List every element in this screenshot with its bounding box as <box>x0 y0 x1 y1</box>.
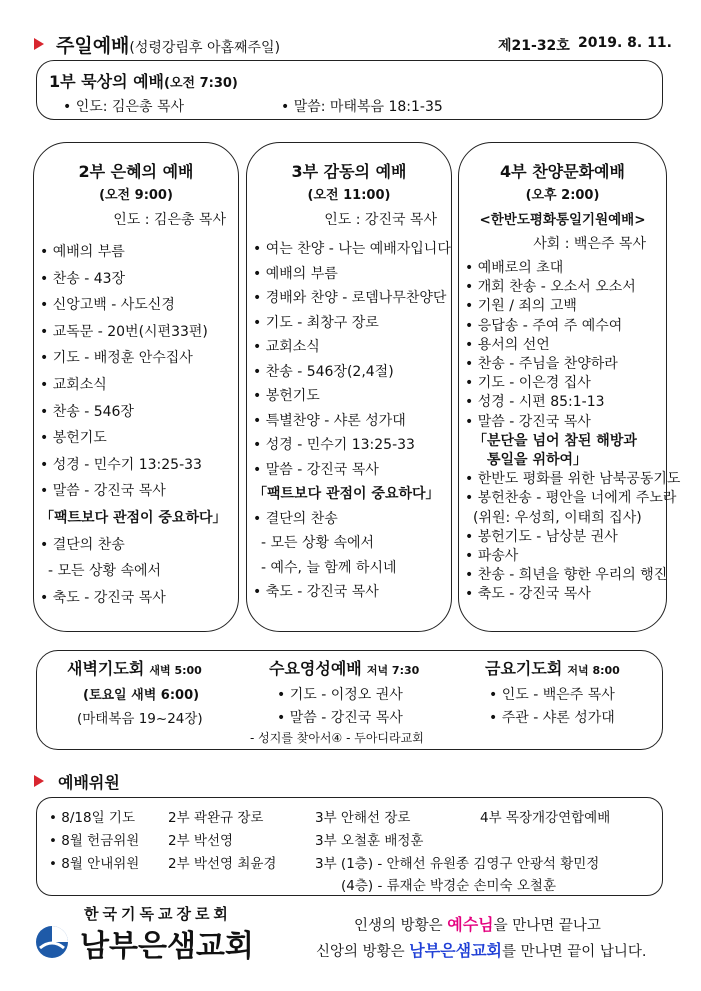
order-item: • 찬송 - 546장(2,4절) <box>253 363 394 380</box>
order-item: • 찬송 - 주님을 찬양하라 <box>465 356 618 373</box>
order-item: • 신앙고백 - 사도신경 <box>40 297 175 314</box>
service4-time: (오후 2:00) <box>525 188 600 203</box>
committee-box <box>36 797 663 896</box>
issue-number: 제21-32호 <box>498 38 570 54</box>
service2-time: (오전 9:00) <box>99 188 173 203</box>
committee-row-prayer-label: • 8/18일 기도 <box>49 810 135 826</box>
wednesday-sermon: • 말씀 - 강진국 목사 <box>277 710 403 726</box>
service2-title: 2부 은혜의 예배 <box>78 162 194 181</box>
service3-box <box>246 142 452 632</box>
motto-line-2: 신앙의 방황은 남부은샘교회를 만나면 끝이 납니다. <box>316 941 647 960</box>
order-item: • 축도 - 강진국 목사 <box>253 584 379 600</box>
denomination-name: 한국기독교장로회 <box>84 905 232 923</box>
service4-leader: 사회 : 백은주 목사 <box>533 236 646 252</box>
committee-row-prayer-2: 2부 곽완규 장로 <box>168 810 264 826</box>
motto-highlight-jesus: 예수님 <box>447 915 494 934</box>
committee-row-prayer-3: 3부 안해선 장로 <box>315 810 411 826</box>
order-item: 통일을 위하여」 <box>487 452 588 469</box>
service4-order-list <box>465 259 680 605</box>
service1-box <box>36 60 663 120</box>
committee-row-usher-label: • 8월 안내위원 <box>49 856 140 872</box>
order-item: • 응답송 - 주여 주 예수여 <box>465 317 623 334</box>
service3-leader: 인도 : 강진국 목사 <box>324 212 437 228</box>
order-item: - 모든 상황 속에서 <box>48 563 162 580</box>
service3-title: 3부 감동의 예배 <box>291 162 407 181</box>
wednesday-heading: 수요영성예배 저녁 7:30 <box>269 659 420 678</box>
order-item: 「팩트보다 관점이 중요하다」 <box>253 486 440 502</box>
order-item: • 말씀 - 강진국 목사 <box>40 483 166 500</box>
order-item: • 찬송 - 희년을 향한 우리의 행진 <box>465 567 668 584</box>
service3-time: (오전 11:00) <box>307 188 391 203</box>
order-item: • 말씀 - 강진국 목사 <box>465 413 591 430</box>
order-item: • 교독문 - 20번(시편33편) <box>40 323 208 340</box>
service4-special-title: <한반도평화통일기원예배> <box>479 212 646 228</box>
order-item: (위원: 우성희, 이태희 집사) <box>473 509 642 526</box>
committee-row-usher-3b: (4층) - 류재순 박경순 손미숙 오철훈 <box>341 878 556 894</box>
order-item: • 기도 - 최창구 장로 <box>253 314 379 331</box>
wednesday-series-note: - 성지를 찾아서④ - 두아디라교회 <box>250 731 424 745</box>
order-item: • 특별찬양 - 샤론 성가대 <box>253 412 406 429</box>
service2-order-list <box>40 239 227 611</box>
order-item: • 여는 찬양 - 나는 예배자입니다 <box>253 241 451 257</box>
order-item: • 교회소식 <box>253 339 320 355</box>
order-item: • 한반도 평화를 위한 남북공동기도 <box>465 471 681 488</box>
order-item: 「팩트보다 관점이 중요하다」 <box>40 509 227 526</box>
service2-leader: 인도 : 김은총 목사 <box>113 212 226 228</box>
dawn-scripture: (마태복음 19~24장) <box>77 711 203 727</box>
order-item: 「분단을 넘어 참된 해방과 <box>473 432 637 449</box>
order-item: • 개회 찬송 - 오소서 오소서 <box>465 279 636 296</box>
service3-order-list <box>253 237 451 605</box>
committee-row-usher-2: 2부 박선영 최윤경 <box>168 856 277 872</box>
dawn-heading: 새벽기도회 새벽 5:00 <box>67 659 202 678</box>
weekday-box <box>36 650 663 750</box>
motto-line-1: 인생의 방황은 예수님을 만나면 끝나고 <box>354 915 601 934</box>
service1-sermon: • 말씀: 마태복음 18:1-35 <box>281 99 443 115</box>
service4-title: 4부 찬양문화예배 <box>500 162 625 181</box>
order-item: - 예수, 늘 함께 하시네 <box>261 559 397 576</box>
order-item: • 기도 - 이은경 집사 <box>465 375 591 392</box>
committee-row-usher-3: 3부 (1층) - 안해선 유원종 김영구 안광석 황민정 <box>315 856 600 872</box>
order-item: • 봉헌기도 - 남상분 권사 <box>465 528 618 545</box>
order-item: • 경배와 찬양 - 로뎀나무찬양단 <box>253 290 447 306</box>
order-item: • 교회소식 <box>40 376 107 393</box>
order-item: • 축도 - 강진국 목사 <box>465 586 591 603</box>
committee-title: 예배위원 <box>58 773 120 792</box>
order-item: - 모든 상황 속에서 <box>261 535 375 551</box>
service1-heading: 1부 묵상의 예배(오전 7:30) <box>49 72 238 91</box>
order-item: • 성경 - 민수기 13:25-33 <box>40 456 202 473</box>
order-item: • 봉헌기도 <box>40 430 107 447</box>
order-item: • 기도 - 배정훈 안수집사 <box>40 350 193 367</box>
wednesday-prayer: • 기도 - 이정오 권사 <box>277 687 403 703</box>
order-item: • 기원 / 죄의 고백 <box>465 298 577 315</box>
service4-box <box>458 142 681 632</box>
page-title: 주일예배(성령강림후 아홉째주일) <box>56 35 281 57</box>
order-item: • 결단의 찬송 <box>253 510 338 527</box>
order-item: • 예배의 부름 <box>253 265 338 282</box>
issue-date: 2019. 8. 11. <box>578 35 672 51</box>
friday-heading: 금요기도회 저녁 8:00 <box>485 659 620 678</box>
order-item: • 봉헌찬송 - 평안을 너에게 주노라 <box>465 490 677 507</box>
order-item: • 성경 - 민수기 13:25-33 <box>253 437 415 453</box>
order-item: • 찬송 - 546장 <box>40 403 134 420</box>
friday-host: • 주관 - 샤론 성가대 <box>489 710 615 726</box>
service1-leader: • 인도: 김은총 목사 <box>63 99 184 115</box>
service2-box <box>33 142 239 632</box>
church-name: 남부은샘교회 <box>80 929 254 964</box>
order-item: • 파송사 <box>465 548 519 565</box>
order-item: • 예배의 부름 <box>40 244 125 260</box>
order-item: • 예배로의 초대 <box>465 260 564 276</box>
order-item: • 축도 - 강진국 목사 <box>40 589 166 606</box>
motto-highlight-church: 남부은샘교회 <box>409 941 503 960</box>
church-logo-icon <box>34 924 70 960</box>
committee-row-offering-2: 2부 박선영 <box>168 833 234 849</box>
order-item: • 봉헌기도 <box>253 388 320 404</box>
committee-row-offering-3: 3부 오철훈 배정훈 <box>315 833 424 849</box>
bullet-triangle-icon <box>34 775 44 787</box>
order-item: • 용서의 선언 <box>465 336 550 353</box>
bullet-triangle-icon <box>34 38 44 50</box>
order-item: • 성경 - 시편 85:1-13 <box>465 394 605 411</box>
order-item: • 찬송 - 43장 <box>40 270 126 287</box>
order-item: • 말씀 - 강진국 목사 <box>253 461 379 478</box>
committee-row-offering-label: • 8월 헌금위원 <box>49 833 140 849</box>
committee-row-prayer-4: 4부 목장개강연합예배 <box>480 810 611 826</box>
friday-leader: • 인도 - 백은주 목사 <box>489 687 615 703</box>
order-item: • 결단의 찬송 <box>40 536 125 553</box>
dawn-saturday: (토요일 새벽 6:00) <box>83 688 200 703</box>
